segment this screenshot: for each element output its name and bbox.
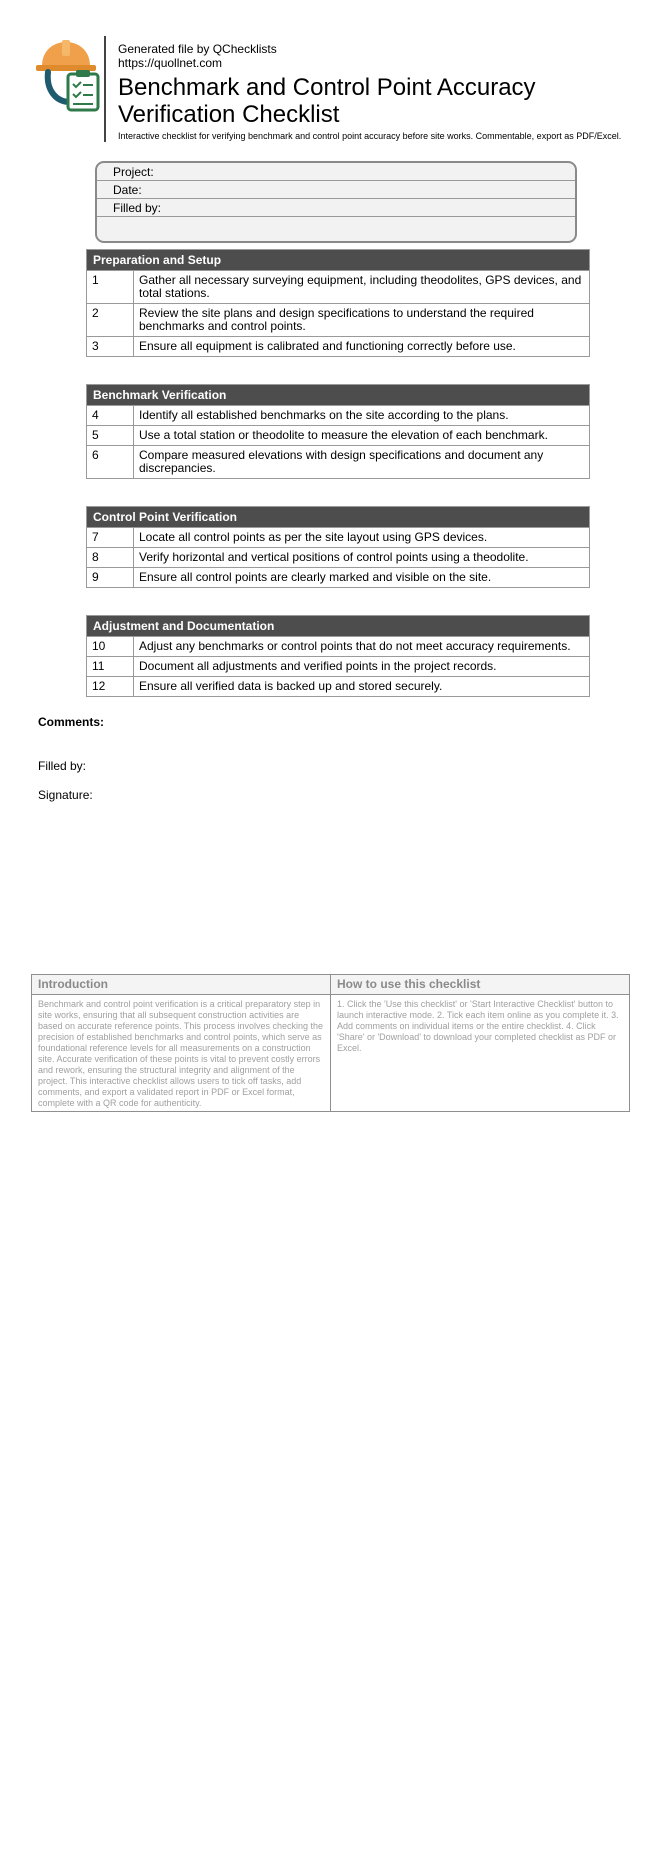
- item-number: 9: [87, 568, 134, 587]
- item-text: Compare measured elevations with design specifications and document any discrepancies.: [139, 448, 544, 475]
- date-field[interactable]: Date:: [97, 181, 575, 199]
- item-number: 3: [87, 337, 134, 356]
- item-text: Verify horizontal and vertical positions of control points using a theodolite.: [139, 550, 529, 564]
- checklist-row[interactable]: [87, 405, 589, 425]
- checklist-row[interactable]: [87, 303, 589, 336]
- project-field[interactable]: Project:: [97, 163, 575, 181]
- section-control-point-verification: [86, 506, 590, 588]
- source-url-link[interactable]: https://quollnet.com: [118, 56, 223, 70]
- how-to-heading: How to use this checklist: [331, 975, 629, 995]
- section-adjustment-and-documentation: [86, 615, 590, 697]
- item-text: Review the site plans and design specifications to understand the required benchmarks and control points.: [139, 306, 534, 333]
- section-benchmark-verification: [86, 384, 590, 479]
- page-description: Interactive checklist for verifying benchmark and control point accuracy before site works. Commentable, export as PDF/Excel.: [118, 131, 622, 141]
- filled-by-field[interactable]: Filled by:: [97, 199, 575, 217]
- document-header: [36, 36, 636, 146]
- section-title: Preparation and Setup: [87, 250, 589, 270]
- item-number: 12: [87, 677, 134, 696]
- checklist-row[interactable]: [87, 567, 589, 587]
- section-title: Control Point Verification: [87, 507, 589, 527]
- item-number: 6: [87, 446, 134, 478]
- checklist-row[interactable]: [87, 656, 589, 676]
- section-title: Benchmark Verification: [87, 385, 589, 405]
- item-number: 4: [87, 406, 134, 425]
- item-number: 1: [87, 271, 134, 303]
- item-text: Ensure all control points are clearly marked and visible on the site.: [139, 570, 492, 584]
- item-number: 10: [87, 637, 134, 656]
- item-number: 8: [87, 548, 134, 567]
- how-to-column: [330, 975, 629, 1111]
- item-number: 2: [87, 304, 134, 336]
- info-footer-table: [31, 974, 630, 1112]
- item-number: 11: [87, 657, 134, 676]
- item-text: Use a total station or theodolite to measure the elevation of each benchmark.: [139, 428, 548, 442]
- item-text: Document all adjustments and verified points in the project records.: [139, 659, 497, 673]
- checklist-row[interactable]: [87, 445, 589, 478]
- introduction-text: Benchmark and control point verification is a critical preparatory step in site works, ensuring that all subsequent construction activities are based on accurate reference points. This process involves checking the precision of established benchmarks and control points, which serve as foundational reference levels for all measurements on a construction site. Accurate verification of these points is vital to prevent costly errors and rework, ensuring the structural integrity and alignment of the project. This interactive checklist allows users to tick off tasks, add comments, and export a validated report in PDF or Excel format, complete with a QR code for authenticity.: [38, 999, 323, 1108]
- item-text: Ensure all equipment is calibrated and functioning correctly before use.: [139, 339, 516, 353]
- checklist-row[interactable]: [87, 425, 589, 445]
- item-text: Identify all established benchmarks on the site according to the plans.: [139, 408, 509, 422]
- hardhat-checklist-logo-icon: [36, 38, 104, 114]
- item-text: Locate all control points as per the site layout using GPS devices.: [139, 530, 488, 544]
- checklist-row[interactable]: [87, 636, 589, 656]
- signature-label: Signature:: [38, 788, 93, 802]
- checklist-row[interactable]: [87, 676, 589, 696]
- filled-by-label: Filled by:: [38, 759, 87, 773]
- item-number: 7: [87, 528, 134, 547]
- item-text: Adjust any benchmarks or control points that do not meet accuracy requirements.: [139, 639, 571, 653]
- how-to-text: 1. Click the 'Use this checklist' or 'Start Interactive Checklist' button to launch interactive mode. 2. Tick each item online as you complete it. 3. Add comments on individual items or the entire checklist. 4. Click 'Share' or 'Download' to download your completed checklist as PDF or Excel.: [337, 999, 619, 1053]
- section-preparation-and-setup: [86, 249, 590, 357]
- comments-label: Comments:: [38, 715, 105, 729]
- item-text: Ensure all verified data is backed up and stored securely.: [139, 679, 443, 693]
- introduction-column: [32, 975, 330, 1111]
- header-text-block: [118, 42, 658, 142]
- item-text: Gather all necessary surveying equipment, including theodolites, GPS devices, and total stations.: [139, 273, 582, 300]
- checklist-row[interactable]: [87, 527, 589, 547]
- section-title: Adjustment and Documentation: [87, 616, 589, 636]
- introduction-heading: Introduction: [32, 975, 330, 995]
- checklist-row[interactable]: [87, 336, 589, 356]
- page-title: Benchmark and Control Point Accuracy Verification Checklist: [118, 74, 536, 128]
- checklist-row[interactable]: [87, 270, 589, 303]
- blank-field[interactable]: [97, 217, 575, 235]
- header-divider: [104, 36, 106, 142]
- item-number: 5: [87, 426, 134, 445]
- generated-by-text: Generated file by QChecklists: [118, 42, 277, 56]
- checklist-row[interactable]: [87, 547, 589, 567]
- project-info-box: [95, 161, 577, 243]
